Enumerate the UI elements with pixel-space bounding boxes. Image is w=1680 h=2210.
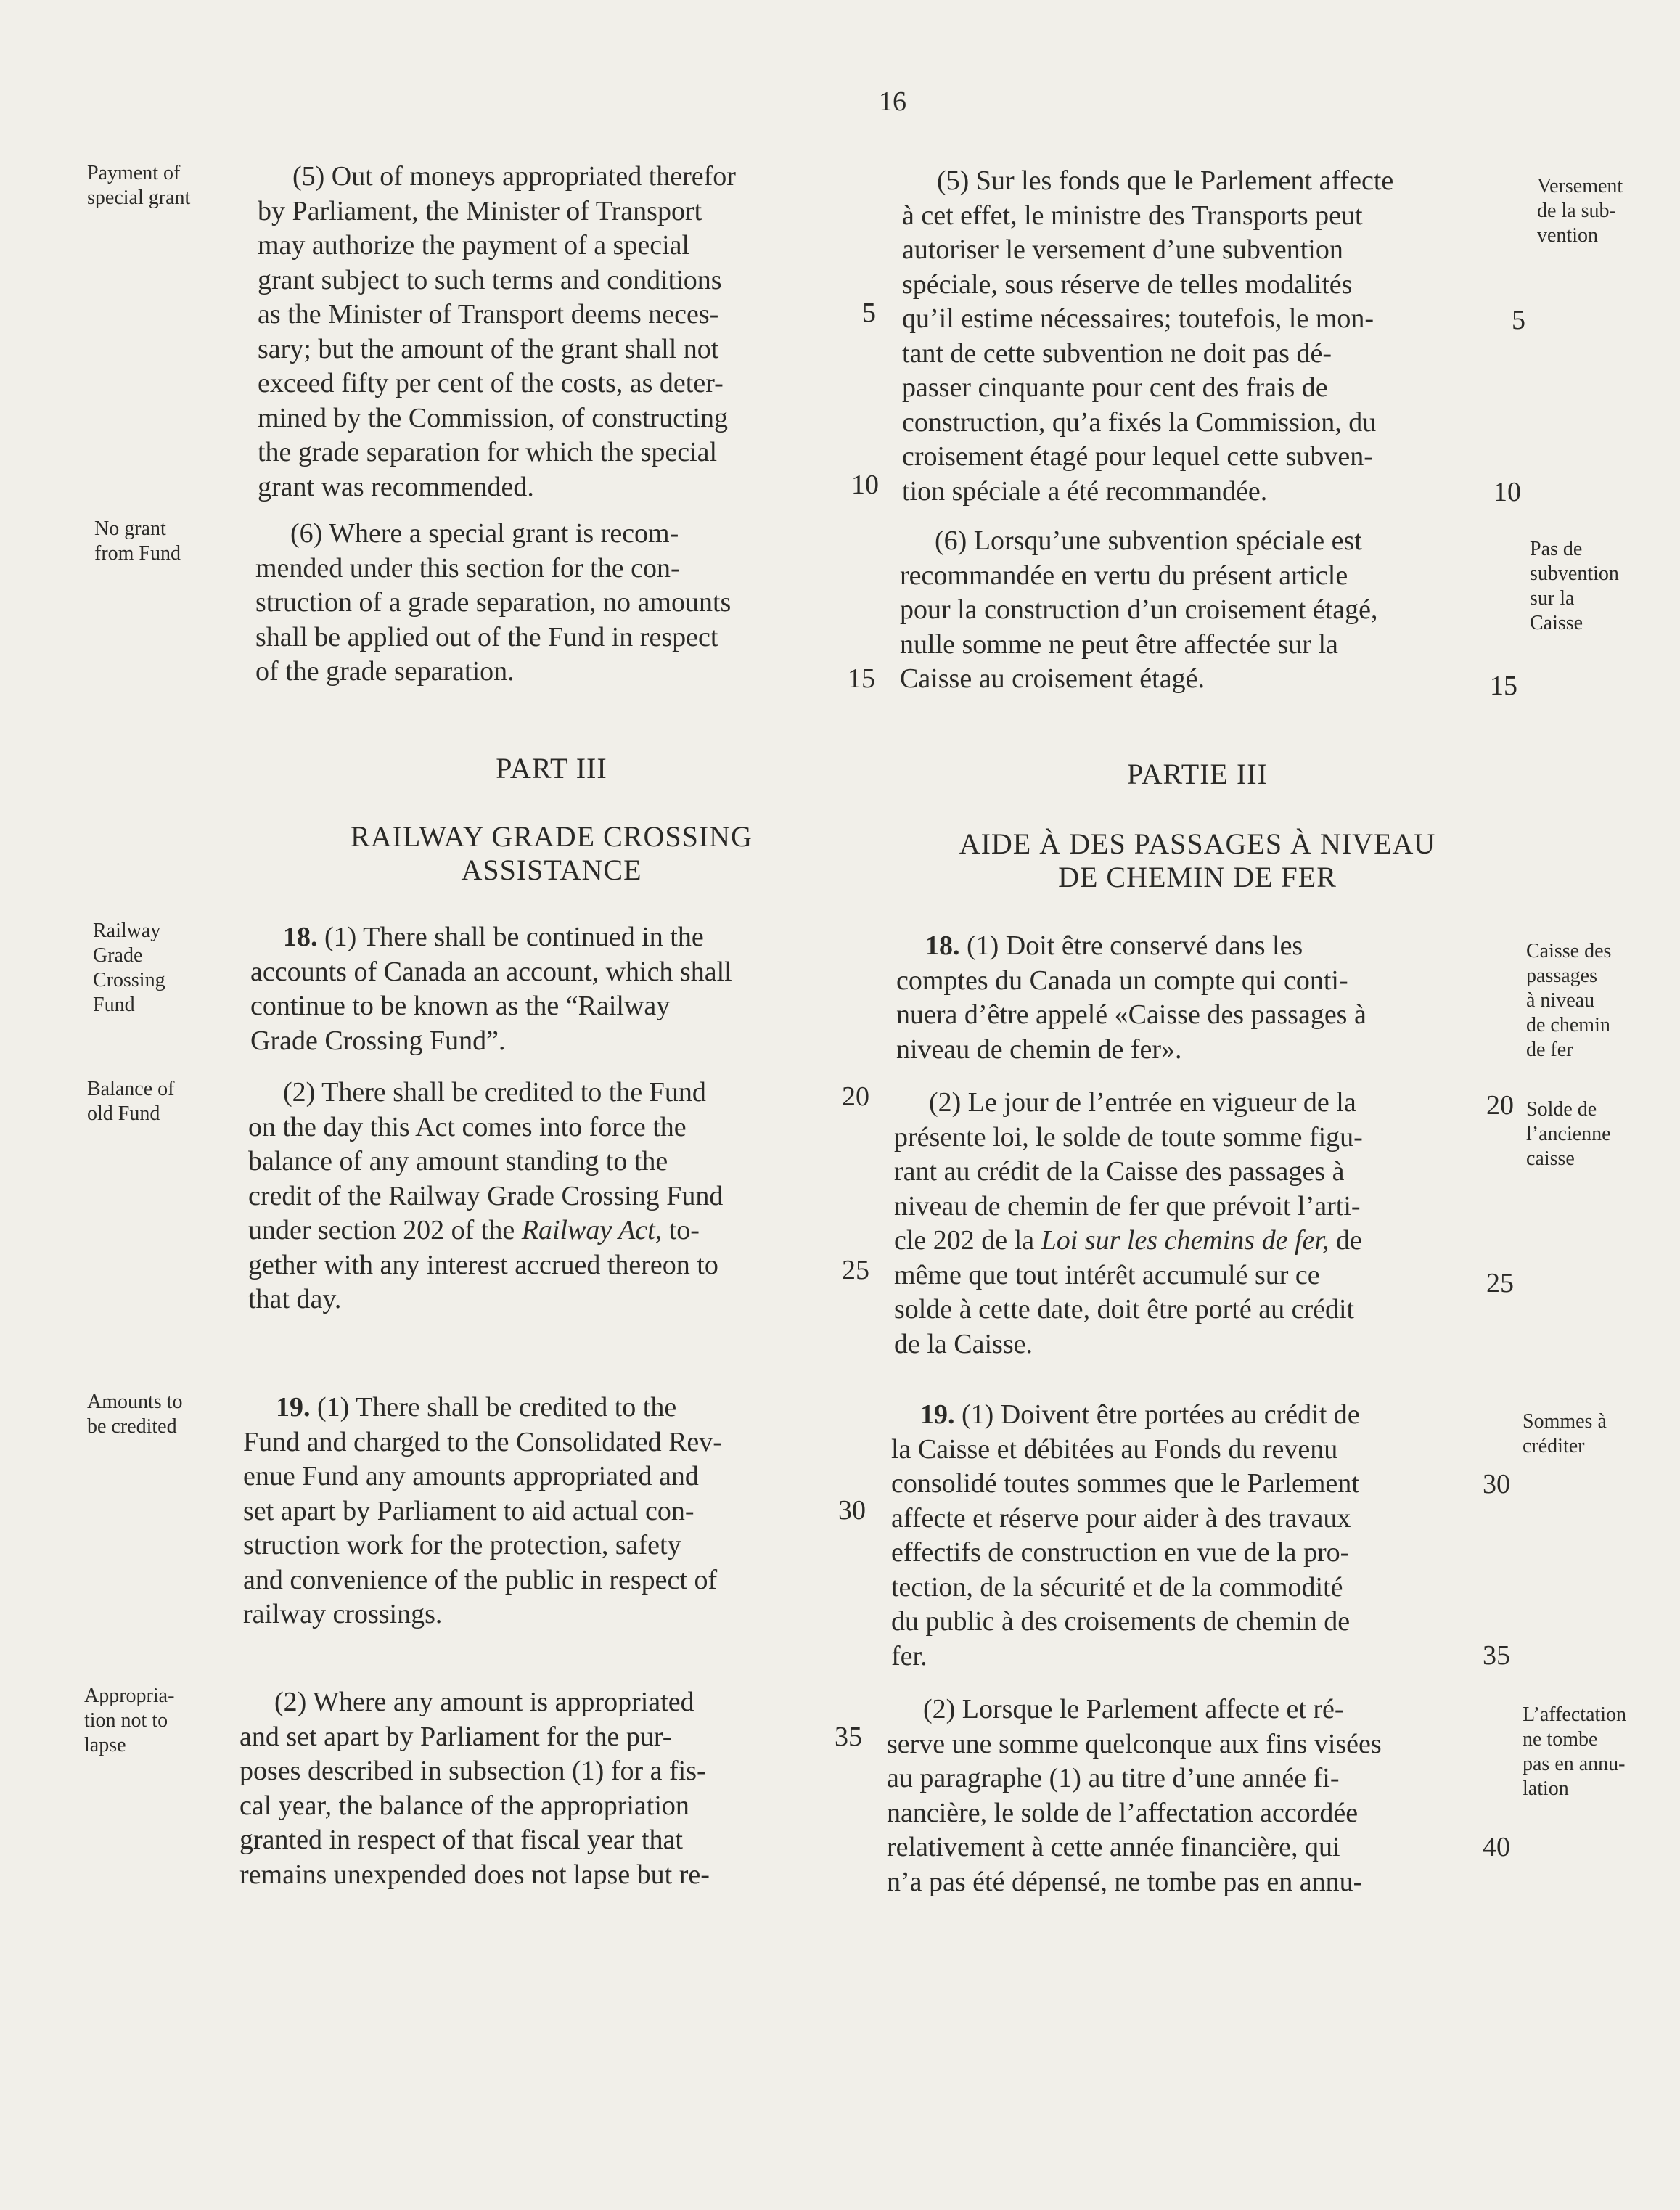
en-subsection-17-6: (6) Where a special grant is recom- mended under this section for the con- struction of a grade separation, no amounts shall be applied out of the Fund in respect of the grade separation. <box>255 518 732 687</box>
margin-note-railway-grade-crossing-fund: Railway Grade Crossing Fund <box>93 920 165 1016</box>
margin-note-amounts-to-be-credited: Amounts to be credited <box>87 1391 183 1438</box>
line-number-25-fr: 25 <box>1486 1268 1514 1298</box>
margin-note-pas-de-subvention: Pas de subvention sur la Caisse <box>1530 538 1619 634</box>
line-number-35-en: 35 <box>835 1722 862 1752</box>
line-number-20-en: 20 <box>842 1081 869 1112</box>
line-number-20-fr: 20 <box>1486 1090 1514 1121</box>
en-subsection-17-5: (5) Out of moneys appropriated therefor by Parliament, the Minister of Transport may authorize the payment of a special grant subject to such terms and conditions as the Minister of Transport deems neces- sary; but the amount of the grant shall not exceed fifty per cent of the costs, as deter- mined by the Commission, of constructing the grade separation for which the special grant was recommended. <box>258 161 736 502</box>
margin-note-affectation-ne-tombe-pas: L’affectation ne tombe pas en annu- lation <box>1523 1703 1627 1800</box>
margin-note-appropriation-not-to-lapse: Appropria- tion not to lapse <box>84 1685 175 1756</box>
line-number-30-fr: 30 <box>1483 1469 1510 1499</box>
en-section-19-1: 19. (1) There shall be credited to the Fund and charged to the Consolidated Rev- enue Fund any amounts appropriated and set apart by Parliament to aid actual con- struction work for the protection, safety and convenience of the public in respect of railway crossings. <box>243 1392 722 1629</box>
page-number: 16 <box>879 86 906 117</box>
line-number-30-en: 30 <box>838 1495 866 1526</box>
fr-section-18-1: 18. (1) Doit être conservé dans les comptes du Canada un compte qui conti- nuera d’être appelé «Caisse des passages à niveau de chemin de fer». <box>896 930 1366 1065</box>
line-number-5-en: 5 <box>862 298 876 328</box>
en-section-19-2: (2) Where any amount is appropriated and set apart by Parliament for the pur- poses described in subsection (1) for a fis- cal year, the balance of the appropriation granted in respect of that fiscal year that remains unexpended does not lapse but re- <box>239 1687 710 1890</box>
en-section-18-2: (2) There shall be credited to the Fund on the day this Act comes into force the balance of any amount standing to the credit of the Railway Grade Crossing Fund under section 202 of the Railway Act, to- gether with any interest accrued thereon to that day. <box>248 1077 724 1314</box>
part-title-fr: AIDE À DES PASSAGES À NIVEAU DE CHEMIN DE FER <box>959 827 1436 893</box>
line-number-15-en: 15 <box>848 663 875 694</box>
margin-note-caisse-des-passages: Caisse des passages à niveau de chemin de fer <box>1526 940 1612 1061</box>
line-number-10-en: 10 <box>851 470 879 500</box>
line-number-10-fr: 10 <box>1493 477 1521 507</box>
part-title-en: RAILWAY GRADE CROSSING ASSISTANCE <box>351 820 753 886</box>
part-heading-fr: PARTIE III <box>1127 758 1268 790</box>
fr-section-19-1: 19. (1) Doivent être portées au crédit de la Caisse et débitées au Fonds du revenu consolidé toutes sommes que le Parlement affecte et réserve pour aider à des travaux effectifs de construction en vue de la pro- tection, de la sécurité et de la commodité du public à des croisements de chemin de fer. <box>891 1399 1360 1671</box>
line-number-35-fr: 35 <box>1483 1640 1510 1671</box>
fr-section-19-2: (2) Lorsque le Parlement affecte et ré- serve une somme quelconque aux fins visées au paragraphe (1) au titre d’une année fi- nancière, le solde de l’affectation accordée relativement à cette année financière, qui n’a pas été dépensé, ne tombe pas en annu- <box>887 1694 1382 1897</box>
line-number-40-fr: 40 <box>1483 1832 1510 1862</box>
fr-subsection-17-6: (6) Lorsqu’une subvention spéciale est recommandée en vertu du présent article pour la construction d’un croisement étagé, nulle somme ne peut être affectée sur la Caisse au croisement étagé. <box>900 525 1378 694</box>
line-number-25-en: 25 <box>842 1255 869 1285</box>
fr-section-18-2: (2) Le jour de l’entrée en vigueur de la présente loi, le solde de toute somme figu- rant au crédit de la Caisse des passages à niveau de chemin de fer que prévoit l’arti- cle 202 de la Loi sur les chemins de fer, de même que tout intérêt accumulé sur ce solde à cette date, doit être porté au crédit de la Caisse. <box>894 1087 1363 1359</box>
margin-note-no-grant-from-fund: No grant from Fund <box>94 517 181 565</box>
line-number-5-fr: 5 <box>1512 305 1525 335</box>
margin-note-payment-special-grant: Payment of special grant <box>87 162 191 209</box>
margin-note-solde-ancienne-caisse: Solde de l’ancienne caisse <box>1526 1098 1611 1170</box>
fr-subsection-17-5: (5) Sur les fonds que le Parlement affecte à cet effet, le ministre des Transports peut autoriser le versement d’une subvention spéciale, sous réserve de telles modalités qu’il estime nécessaires; toutefois, le mon- tant de cette subvention ne doit pas dé- passer cinquante pour cent des frais de construction, qu’a fixés la Commission, du croisement étagé pour lequel cette subven- tion spéciale a été recommandée. <box>902 165 1394 507</box>
line-number-15-fr: 15 <box>1490 671 1517 701</box>
en-section-18-1: 18. (1) There shall be continued in the accounts of Canada an account, which shall continue to be known as the “Railway Grade Crossing Fund”. <box>250 922 732 1056</box>
part-heading-en: PART III <box>496 752 607 785</box>
margin-note-versement-subvention: Versement de la sub- vention <box>1537 175 1623 247</box>
margin-note-sommes-a-crediter: Sommes à créditer <box>1523 1410 1607 1457</box>
margin-note-balance-of-old-fund: Balance of old Fund <box>87 1078 175 1125</box>
